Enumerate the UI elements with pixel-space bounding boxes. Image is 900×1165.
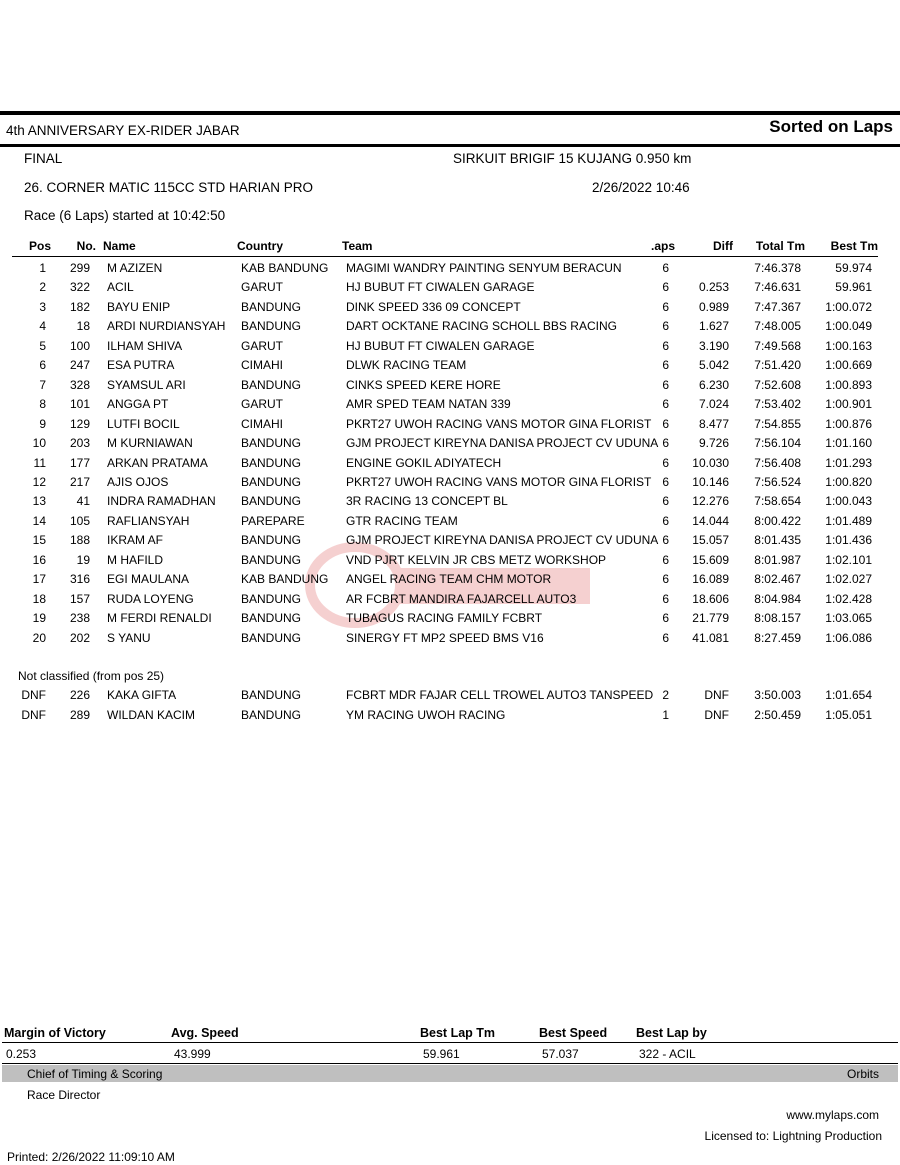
cell-pos: 12 [32, 474, 46, 489]
table-row [0, 261, 900, 280]
cell-no: 328 [69, 377, 90, 392]
cell-country: BANDUNG [241, 377, 302, 392]
cell-country: BANDUNG [241, 436, 302, 451]
table-row [0, 436, 900, 455]
circuit-name: SIRKUIT BRIGIF 15 KUJANG 0.950 km [453, 151, 692, 166]
cell-diff: 9.726 [698, 436, 729, 451]
cell-laps: 6 [662, 611, 669, 626]
cell-pos: 9 [39, 416, 46, 431]
cell-country: GARUT [241, 338, 283, 353]
cell-pos: 5 [39, 338, 46, 353]
col-diff: Diff [713, 239, 733, 253]
cell-diff: 1.627 [698, 319, 729, 334]
cell-name: WILDAN KACIM [107, 707, 196, 722]
cell-country: BANDUNG [241, 319, 302, 334]
cell-country: BANDUNG [241, 707, 302, 722]
cell-diff: DNF [704, 707, 729, 722]
cell-best: 1:00.049 [825, 319, 872, 334]
cell-total: 7:52.608 [754, 377, 801, 392]
table-row [0, 611, 900, 630]
cell-team: ANGEL RACING TEAM CHM MOTOR [346, 572, 552, 587]
cell-team: HJ BUBUT FT CIWALEN GARAGE [346, 338, 535, 353]
header-rule [0, 144, 900, 147]
cell-name: ARDI NURDIANSYAH [107, 319, 226, 334]
cell-team: DINK SPEED 336 09 CONCEPT [346, 299, 521, 314]
cell-pos: 3 [39, 299, 46, 314]
cell-team: AR FCBRT MANDIRA FAJARCELL AUTO3 [346, 591, 577, 606]
cell-team: AMR SPED TEAM NATAN 339 [346, 397, 511, 412]
cell-laps: 6 [662, 630, 669, 645]
cell-diff: 7.024 [698, 397, 729, 412]
cell-no: 217 [69, 474, 90, 489]
cell-total: 7:58.654 [754, 494, 801, 509]
avg-speed-label: Avg. Speed [171, 1026, 239, 1040]
cell-total: 7:56.104 [754, 436, 801, 451]
cell-total: 7:47.367 [754, 299, 801, 314]
cell-diff: 6.230 [698, 377, 729, 392]
cell-team: DART OCKTANE RACING SCHOLL BBS RACING [346, 319, 617, 334]
cell-best: 1:00.893 [825, 377, 872, 392]
cell-best: 1:00.163 [825, 338, 872, 353]
cell-best: 1:01.293 [825, 455, 872, 470]
cell-total: 8:01.435 [754, 533, 801, 548]
class-name: 26. CORNER MATIC 115CC STD HARIAN PRO [24, 180, 314, 195]
cell-pos: 13 [32, 494, 46, 509]
table-row [0, 319, 900, 338]
cell-no: 177 [69, 455, 90, 470]
cell-pos: 8 [39, 397, 46, 412]
cell-no: 100 [69, 338, 90, 353]
cell-total: 8:01.987 [754, 552, 801, 567]
cell-laps: 6 [662, 494, 669, 509]
table-row [0, 553, 900, 572]
cell-no: 19 [76, 552, 90, 567]
cell-diff: 15.057 [692, 533, 729, 548]
cell-pos: 1 [39, 261, 46, 275]
cell-laps: 6 [662, 572, 669, 587]
cell-pos: 20 [32, 630, 46, 645]
table-row [0, 358, 900, 377]
cell-team: FCBRT MDR FAJAR CELL TROWEL AUTO3 TANSPEED [346, 688, 654, 702]
cell-laps: 6 [662, 436, 669, 451]
cell-no: 41 [76, 494, 90, 509]
cell-total: 8:00.422 [754, 513, 801, 528]
cell-best: 1:01.654 [825, 688, 872, 702]
cell-laps: 1 [662, 707, 669, 722]
cell-no: 105 [69, 513, 90, 528]
cell-laps: 6 [662, 474, 669, 489]
cell-pos: 15 [32, 533, 46, 548]
cell-name: RUDA LOYENG [107, 591, 194, 606]
table-row [0, 631, 900, 650]
table-row [0, 533, 900, 552]
cell-country: BANDUNG [241, 630, 302, 645]
race-datetime: 2/26/2022 10:46 [592, 180, 690, 195]
cell-best: 1:00.669 [825, 358, 872, 373]
cell-laps: 6 [662, 552, 669, 567]
cell-country: BANDUNG [241, 494, 302, 509]
cell-country: KAB BANDUNG [241, 572, 329, 587]
cell-country: BANDUNG [241, 591, 302, 606]
table-row [0, 514, 900, 533]
cell-total: 8:27.459 [754, 630, 801, 645]
cell-country: GARUT [241, 280, 283, 295]
cell-best: 1:00.043 [825, 494, 872, 509]
table-row [0, 475, 900, 494]
cell-laps: 6 [662, 338, 669, 353]
cell-country: CIMAHI [241, 358, 283, 373]
best-lap-value: 59.961 [423, 1047, 460, 1061]
not-classified-label: Not classified (from pos 25) [18, 669, 165, 683]
cell-total: 7:51.420 [754, 358, 801, 373]
cell-laps: 6 [662, 533, 669, 548]
cell-total: 3:50.003 [754, 688, 801, 702]
cell-pos: 11 [33, 455, 46, 470]
cell-name: S YANU [107, 630, 151, 645]
cell-total: 8:02.467 [754, 572, 801, 587]
cell-name: EGI MAULANA [107, 572, 190, 587]
cell-country: BANDUNG [241, 533, 302, 548]
cell-team: PKRT27 UWOH RACING VANS MOTOR GINA FLORIST [346, 416, 652, 431]
cell-best: 1:02.101 [825, 552, 872, 567]
chief-label: Chief of Timing & Scoring [27, 1067, 163, 1081]
cell-no: 18 [76, 319, 90, 334]
cell-laps: 6 [662, 455, 669, 470]
cell-no: 188 [69, 533, 90, 548]
cell-country: BANDUNG [241, 611, 302, 626]
cell-laps: 2 [662, 688, 669, 702]
cell-diff: 10.146 [692, 474, 729, 489]
best-speed-value: 57.037 [542, 1047, 579, 1061]
cell-no: 247 [69, 358, 90, 373]
col-total: Total Tm [755, 239, 805, 253]
cell-best: 1:00.901 [825, 397, 872, 412]
cell-name: INDRA RAMADHAN [107, 494, 216, 509]
col-team: Team [342, 239, 373, 253]
cell-diff: DNF [704, 688, 729, 702]
cell-country: GARUT [241, 397, 283, 412]
cell-country: BANDUNG [241, 299, 302, 314]
sort-label: Sorted on Laps [769, 117, 893, 136]
session-name: FINAL [24, 151, 63, 166]
cell-no: 129 [69, 416, 90, 431]
event-title: 4th ANNIVERSARY EX-RIDER JABAR [6, 123, 240, 138]
cell-pos: 2 [39, 280, 46, 295]
col-pos: Pos [28, 239, 51, 253]
col-country: Country [237, 239, 283, 253]
cell-diff: 21.779 [692, 611, 729, 626]
cell-total: 7:54.855 [754, 416, 801, 431]
table-row [0, 417, 900, 436]
table-row [0, 456, 900, 475]
cell-team: DLWK RACING TEAM [346, 358, 467, 373]
cell-total: 7:48.005 [754, 319, 801, 334]
cell-total: 7:46.631 [754, 280, 801, 295]
best-lap-by-value: 322 - ACIL [639, 1047, 696, 1061]
cell-best: 1:02.428 [825, 591, 872, 606]
col-laps: .aps [650, 239, 675, 253]
cell-team: CINKS SPEED KERE HORE [346, 377, 501, 392]
cell-pos: 14 [32, 513, 46, 528]
cell-name: ILHAM SHIVA [107, 338, 183, 353]
header-underline [12, 256, 878, 257]
cell-country: BANDUNG [241, 688, 302, 702]
cell-name: RAFLIANSYAH [107, 513, 190, 528]
cell-laps: 6 [662, 416, 669, 431]
printed-label: Printed: 2/26/2022 11:09:10 AM [7, 1150, 175, 1164]
cell-best: 1:02.027 [825, 572, 872, 587]
cell-diff: 12.276 [692, 494, 729, 509]
cell-total: 7:46.378 [754, 261, 801, 275]
cell-name: SYAMSUL ARI [107, 377, 186, 392]
cell-team: MAGIMI WANDRY PAINTING SENYUM BERACUN [346, 261, 622, 275]
cell-team: ENGINE GOKIL ADIYATECH [346, 455, 502, 470]
cell-pos: DNF [21, 688, 46, 702]
cell-country: CIMAHI [241, 416, 283, 431]
cell-no: 289 [69, 707, 90, 722]
summary-bottom-rule [2, 1063, 898, 1064]
cell-no: 101 [69, 397, 90, 412]
top-rule [0, 111, 900, 115]
cell-name: ANGGA PT [107, 397, 169, 412]
cell-total: 7:53.402 [754, 397, 801, 412]
cell-laps: 6 [662, 591, 669, 606]
cell-best: 1:06.086 [825, 630, 872, 645]
cell-name: KAKA GIFTA [107, 688, 177, 702]
orbits-label: Orbits [846, 1067, 879, 1081]
cell-name: M HAFILD [107, 552, 164, 567]
cell-best: 59.974 [835, 261, 872, 275]
cell-diff: 14.044 [692, 513, 729, 528]
best-lap-by-label: Best Lap by [636, 1026, 707, 1040]
col-name: Name [103, 239, 136, 253]
avg-speed-value: 43.999 [174, 1047, 211, 1061]
cell-pos: 6 [39, 358, 46, 373]
cell-team: SINERGY FT MP2 SPEED BMS V16 [346, 630, 544, 645]
licensed-label: Licensed to: Lightning Production [704, 1129, 882, 1143]
cell-name: ACIL [107, 280, 134, 295]
cell-total: 8:04.984 [754, 591, 801, 606]
table-row [0, 397, 900, 416]
cell-total: 2:50.459 [754, 707, 801, 722]
cell-name: LUTFI BOCIL [107, 416, 180, 431]
cell-total: 7:56.408 [754, 455, 801, 470]
cell-team: GTR RACING TEAM [346, 513, 458, 528]
cell-total: 7:56.524 [754, 474, 801, 489]
cell-pos: 4 [39, 319, 46, 334]
cell-best: 1:01.489 [825, 513, 872, 528]
cell-diff: 3.190 [698, 338, 729, 353]
cell-no: 182 [69, 299, 90, 314]
race-director-label: Race Director [27, 1088, 101, 1102]
cell-name: M KURNIAWAN [107, 436, 193, 451]
cell-pos: 10 [32, 436, 46, 451]
cell-no: 157 [69, 591, 90, 606]
cell-best: 1:00.072 [825, 299, 872, 314]
cell-team: 3R RACING 13 CONCEPT BL [346, 494, 508, 509]
table-row [0, 688, 900, 707]
cell-laps: 6 [662, 299, 669, 314]
best-speed-label: Best Speed [539, 1026, 608, 1040]
cell-pos: 19 [32, 611, 46, 626]
cell-diff: 5.042 [698, 358, 729, 373]
cell-laps: 6 [662, 319, 669, 334]
cell-name: ARKAN PRATAMA [107, 455, 208, 470]
cell-best: 1:05.051 [825, 707, 872, 722]
cell-no: 238 [69, 611, 90, 626]
cell-total: 8:08.157 [754, 611, 801, 626]
cell-best: 1:01.160 [825, 436, 872, 451]
cell-diff: 0.253 [698, 280, 729, 295]
cell-team: GJM PROJECT KIREYNA DANISA PROJECT CV UDUNA [346, 436, 659, 451]
cell-no: 202 [69, 630, 90, 645]
cell-best: 1:03.065 [825, 611, 872, 626]
cell-country: BANDUNG [241, 552, 302, 567]
race-start: Race (6 Laps) started at 10:42:50 [24, 208, 226, 223]
cell-team: VND PJRT KELVIN JR CBS METZ WORKSHOP [346, 552, 607, 567]
cell-laps: 6 [662, 280, 669, 295]
cell-team: HJ BUBUT FT CIWALEN GARAGE [346, 280, 535, 295]
summary-rule [2, 1042, 898, 1043]
table-row [0, 494, 900, 513]
table-row [0, 378, 900, 397]
cell-name: AJIS OJOS [107, 474, 169, 489]
cell-diff: 10.030 [692, 455, 729, 470]
col-no: No. [76, 239, 96, 253]
cell-no: 316 [69, 572, 90, 587]
cell-laps: 6 [662, 261, 669, 275]
margin-label: Margin of Victory [4, 1026, 106, 1040]
table-row [0, 708, 900, 727]
cell-no: 322 [69, 280, 90, 295]
cell-name: IKRAM AF [107, 533, 164, 548]
cell-team: GJM PROJECT KIREYNA DANISA PROJECT CV UDUNA [346, 533, 659, 548]
cell-no: 226 [69, 688, 90, 702]
cell-pos: 7 [39, 377, 46, 392]
table-row [0, 339, 900, 358]
cell-laps: 6 [662, 377, 669, 392]
website-link[interactable]: www.mylaps.com [786, 1108, 879, 1122]
cell-name: M AZIZEN [107, 261, 163, 275]
cell-team: PKRT27 UWOH RACING VANS MOTOR GINA FLORIST [346, 474, 652, 489]
cell-name: ESA PUTRA [107, 358, 175, 373]
cell-pos: 17 [32, 572, 46, 587]
cell-diff: 0.989 [698, 299, 729, 314]
cell-country: BANDUNG [241, 474, 302, 489]
cell-diff: 16.089 [692, 572, 729, 587]
cell-best: 59.961 [835, 280, 872, 295]
cell-best: 1:01.436 [825, 533, 872, 548]
cell-laps: 6 [662, 513, 669, 528]
cell-country: PAREPARE [241, 513, 305, 528]
cell-no: 299 [69, 261, 90, 275]
cell-team: TUBAGUS RACING FAMILY FCBRT [346, 611, 543, 626]
margin-value: 0.253 [6, 1047, 37, 1061]
table-row [0, 592, 900, 611]
cell-pos: DNF [21, 707, 46, 722]
cell-pos: 16 [32, 552, 46, 567]
cell-best: 1:00.876 [825, 416, 872, 431]
cell-no: 203 [69, 436, 90, 451]
cell-name: BAYU ENIP [107, 299, 171, 314]
cell-country: BANDUNG [241, 455, 302, 470]
cell-diff: 18.606 [692, 591, 729, 606]
table-row [0, 572, 900, 591]
cell-name: M FERDI RENALDI [107, 611, 212, 626]
cell-country: KAB BANDUNG [241, 261, 329, 275]
cell-diff: 8.477 [698, 416, 729, 431]
table-row [0, 300, 900, 319]
cell-diff: 41.081 [692, 630, 729, 645]
cell-laps: 6 [662, 358, 669, 373]
cell-best: 1:00.820 [825, 474, 872, 489]
best-lap-label: Best Lap Tm [420, 1026, 496, 1040]
cell-pos: 18 [32, 591, 46, 606]
col-best: Best Tm [830, 239, 878, 253]
cell-laps: 6 [662, 397, 669, 412]
table-row [0, 280, 900, 299]
cell-team: YM RACING UWOH RACING [346, 707, 506, 722]
cell-diff: 15.609 [692, 552, 729, 567]
cell-total: 7:49.568 [754, 338, 801, 353]
